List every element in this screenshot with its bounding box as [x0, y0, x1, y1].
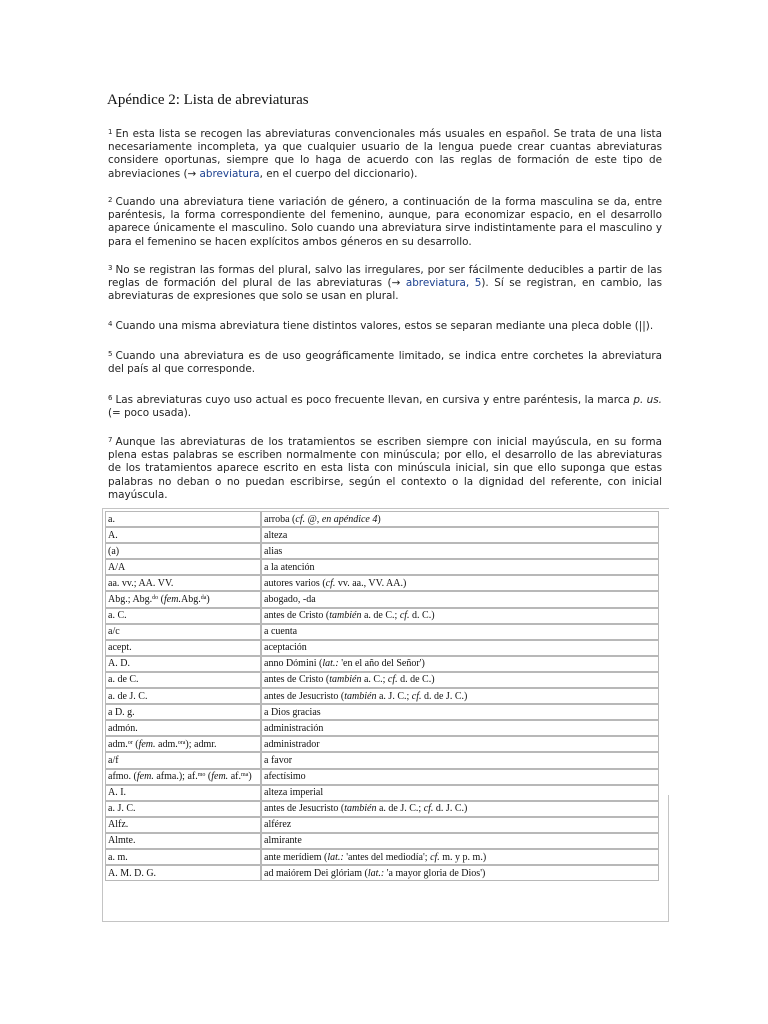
note-6 — [108, 394, 662, 420]
note-5 — [108, 350, 662, 376]
meaning-cell — [261, 865, 659, 881]
meaning-cell — [261, 575, 659, 591]
abbr-text: ( — [158, 594, 165, 606]
abbr-text: ) — [206, 594, 210, 606]
abbr-text: adm. — [155, 738, 178, 750]
meaning-text: a. de C.; — [361, 610, 400, 622]
meaning-cell — [261, 801, 659, 817]
meaning-text: cf. — [295, 513, 306, 525]
note-text: No se registran las formas del plural, salvo las irregulares, por ser fácilmente deducibles a partir de las reglas de formación del plural de las abreviaturas (→ — [108, 264, 662, 290]
abbreviation-cell — [105, 817, 261, 833]
abbr-text: A. D. — [108, 658, 130, 670]
meaning-text: cf. — [423, 803, 434, 815]
note-number: 4 — [108, 320, 113, 328]
abbreviation-cell — [105, 672, 261, 688]
abbr-text: adm. — [108, 738, 128, 750]
table-row — [105, 801, 659, 817]
table-row — [105, 720, 659, 736]
meaning-text: cf. — [387, 674, 398, 686]
abbr-text: fem. — [136, 771, 154, 783]
meaning-text: a favor — [264, 754, 293, 766]
meaning-cell — [261, 559, 659, 575]
meaning-cell — [261, 688, 659, 704]
meaning-text: 'en el año del Señor') — [338, 658, 425, 670]
abbreviation-cell — [105, 849, 261, 865]
note-text: En esta lista se recogen las abreviaturas convencionales más usuales en español. Se trata de una lista necesariamente incompleta, ya que cualquier usuario de la lengua puede crear cuantas abreviaturas considere oportunas, siempre que lo haga de acuerdo con las reglas de formación de este tipo de abreviaciones (→ — [108, 128, 662, 180]
meaning-text: aceptación — [264, 642, 307, 654]
table-row — [105, 736, 659, 752]
abbr-text: Almte. — [108, 835, 136, 847]
meaning-cell — [261, 769, 659, 785]
abbreviation-cell — [105, 865, 261, 881]
abbr-text: a. de C. — [108, 674, 139, 686]
abbreviation-cell — [105, 624, 261, 640]
meaning-cell — [261, 543, 659, 559]
note-1 — [108, 128, 662, 181]
abbreviation-cell — [105, 511, 261, 527]
abbreviation-cell — [105, 769, 261, 785]
note-3 — [108, 264, 662, 304]
meaning-text: 'antes del mediodía'; — [343, 851, 431, 863]
abbr-text: da — [200, 595, 207, 602]
meaning-text: m. y p. m.) — [439, 851, 487, 863]
meaning-text: 'a mayor gloria de Dios') — [384, 867, 486, 879]
meaning-cell — [261, 672, 659, 688]
meaning-cell — [261, 591, 659, 607]
meaning-text: administración — [264, 722, 324, 734]
abbr-text: a. — [108, 513, 115, 525]
table-row — [105, 640, 659, 656]
note-number: 1 — [108, 128, 113, 136]
abbreviation-cell — [105, 704, 261, 720]
table-row — [105, 624, 659, 640]
meaning-text: también — [329, 610, 362, 622]
table-row — [105, 511, 659, 527]
meaning-cell — [261, 720, 659, 736]
abbr-text: A/A — [108, 561, 126, 573]
note-text: Las abreviaturas cuyo uso actual es poco frecuente llevan, en cursiva y entre paréntesis, la marca — [115, 394, 634, 406]
note-text-after: ). Sí se registran, en cambio, las abreviaturas de expresiones que solo se usan en plural. — [108, 277, 662, 303]
abbr-text: a/c — [108, 626, 120, 638]
abbreviation-cell — [105, 575, 261, 591]
meaning-cell — [261, 849, 659, 865]
meaning-cell — [261, 833, 659, 849]
meaning-text: anno Dómini ( — [264, 658, 323, 670]
meaning-text: antes de Jesucristo ( — [264, 690, 345, 702]
meaning-text: lat.: — [327, 851, 344, 863]
note-number: 2 — [108, 196, 113, 204]
abbreviation-cell — [105, 720, 261, 736]
abbr-text: fem. — [164, 594, 181, 606]
abbr-text: fem. — [138, 738, 156, 750]
meaning-text: cf. — [325, 577, 336, 589]
meaning-text: alférez — [264, 819, 292, 831]
table-row — [105, 785, 659, 801]
meaning-text: ) — [377, 513, 381, 525]
abbr-text: Abg.; Abg. — [108, 594, 153, 606]
abbr-text: a. J. C. — [108, 803, 136, 815]
meaning-text: también — [344, 803, 377, 815]
note-text: Cuando una abreviatura es de uso geográficamente limitado, se indica entre corchetes la abreviatura del país al que corresponde. — [108, 350, 662, 376]
meaning-cell — [261, 640, 659, 656]
meaning-cell — [261, 511, 659, 527]
meaning-text: ante merídiem ( — [264, 851, 328, 863]
abreviatura-link[interactable]: abreviatura — [199, 167, 260, 180]
meaning-text: vv. aa., VV. AA.) — [335, 577, 407, 589]
abbreviation-cell — [105, 527, 261, 543]
abbreviation-cell — [105, 640, 261, 656]
meaning-cell — [261, 736, 659, 752]
abbr-text: ( — [205, 771, 212, 783]
abbr-text: afmo. ( — [108, 771, 137, 783]
meaning-text: abogado, -da — [264, 594, 316, 606]
abbr-text: fem. — [211, 771, 229, 783]
meaning-cell — [261, 752, 659, 768]
abbreviation-cell — [105, 608, 261, 624]
note-4 — [108, 320, 662, 333]
meaning-text: arroba ( — [264, 513, 296, 525]
meaning-cell — [261, 527, 659, 543]
meaning-text: en apéndice 4 — [321, 513, 378, 525]
note-italic: p. us. — [633, 394, 662, 406]
abbreviation-cell — [105, 591, 261, 607]
abreviatura-5-link[interactable]: abreviatura, 5 — [405, 277, 482, 290]
abbr-text: a D. g. — [108, 706, 135, 718]
meaning-text: también — [329, 674, 362, 686]
abbreviations-table — [105, 511, 659, 881]
table-row — [105, 656, 659, 672]
abbreviations-table-body — [105, 511, 659, 881]
table-row — [105, 752, 659, 768]
abbr-text: Alfz. — [108, 819, 129, 831]
abbr-text: ora — [177, 739, 186, 746]
note-number: 6 — [108, 394, 113, 402]
meaning-text: autores varios ( — [264, 577, 326, 589]
meaning-cell — [261, 785, 659, 801]
table-row — [105, 688, 659, 704]
meaning-text: cf. — [430, 851, 440, 863]
abbr-text: admón. — [108, 722, 138, 734]
abbreviation-cell — [105, 656, 261, 672]
note-number: 7 — [108, 436, 113, 444]
note-7 — [108, 436, 662, 502]
meaning-text: alteza imperial — [264, 787, 324, 799]
meaning-text: a. J. C.; — [376, 690, 412, 702]
meaning-text: almirante — [264, 835, 302, 847]
abbr-text: aa. vv.; AA. VV. — [108, 577, 174, 589]
abbreviation-cell — [105, 736, 261, 752]
meaning-text: afectísimo — [264, 771, 306, 783]
meaning-cell — [261, 608, 659, 624]
abbreviation-cell — [105, 752, 261, 768]
table-row — [105, 865, 659, 881]
meaning-text: cf. — [411, 690, 422, 702]
note-text-after: (= poco usada). — [108, 407, 192, 420]
abbr-text: af. — [228, 771, 241, 783]
meaning-text: a Dios gracias — [264, 706, 321, 718]
note-text: Cuando una abreviatura tiene variación de género, a continuación de la forma masculina se da, entre paréntesis, la forma correspondiente del femenino, aunque, para economizar espacio, en el desarrollo aparece únicamente el masculino. Solo cuando una abreviatura sirve indistintamente para el masculino y para el femenino se hacen explícitos ambos géneros en su desarrollo. — [108, 196, 662, 248]
note-text: Cuando una misma abreviatura tiene distintos valores, estos se separan mediante una pleca doble (||). — [115, 320, 654, 332]
meaning-text: antes de Cristo ( — [264, 674, 330, 686]
meaning-text: d. J. C.) — [433, 803, 468, 815]
abbr-text: mo — [197, 772, 206, 779]
table-row — [105, 833, 659, 849]
table-row — [105, 849, 659, 865]
abbr-text: a. de J. C. — [108, 690, 148, 702]
table-row — [105, 817, 659, 833]
meaning-cell — [261, 704, 659, 720]
meaning-text: a cuenta — [264, 626, 298, 638]
meaning-text: a. de J. C.; — [376, 803, 424, 815]
abbr-text: do — [152, 595, 159, 602]
table-row — [105, 769, 659, 785]
abbr-text: A. — [108, 529, 118, 541]
abbr-text: ( — [132, 738, 139, 750]
meaning-text: @, — [305, 513, 322, 525]
abbr-text: ); admr. — [185, 738, 217, 750]
meaning-text: alias — [264, 545, 283, 557]
meaning-cell — [261, 817, 659, 833]
abbr-text: acept. — [108, 642, 132, 654]
meaning-text: lat.: — [367, 867, 385, 879]
table-row — [105, 575, 659, 591]
table-row — [105, 543, 659, 559]
abbr-text: A. M. D. G. — [108, 867, 157, 879]
abbr-text: ma — [240, 772, 249, 779]
table-row — [105, 527, 659, 543]
abbr-text: ) — [248, 771, 252, 783]
meaning-text: cf. — [399, 610, 410, 622]
abbreviation-cell — [105, 785, 261, 801]
meaning-text: antes de Jesucristo ( — [264, 803, 345, 815]
abbreviation-cell — [105, 543, 261, 559]
meaning-text: d. C.) — [409, 610, 435, 622]
note-text: Aunque las abreviaturas de los tratamientos se escriben siempre con inicial mayúscula, en su forma plena estas palabras se escriben normalmente con minúscula; por ello, el desarrollo de las abreviaturas de los tratamientos aparece escrito en esta lista con minúscula inicial, sin que ello suponga que estas palabras no deban o no puedan escribirse, según el contexto o la dignidad del referente, con inicial mayúscula. — [108, 436, 662, 501]
meaning-text: d. de C.) — [397, 674, 435, 686]
abbreviation-cell — [105, 559, 261, 575]
note-text-after: , en el cuerpo del diccionario). — [259, 167, 418, 180]
meaning-text: a. C.; — [361, 674, 388, 686]
meaning-text: alteza — [264, 529, 288, 541]
abbr-text: afma.); af. — [153, 771, 198, 783]
meaning-cell — [261, 656, 659, 672]
meaning-text: administrador — [264, 738, 320, 750]
abbr-text: a. m. — [108, 851, 128, 863]
table-row — [105, 559, 659, 575]
abbr-text: a. C. — [108, 610, 127, 622]
meaning-cell — [261, 624, 659, 640]
table-row — [105, 672, 659, 688]
table-row — [105, 608, 659, 624]
note-number: 3 — [108, 264, 113, 272]
abbreviation-cell — [105, 801, 261, 817]
abbr-text: (a) — [108, 545, 120, 557]
page-title: Apéndice 2: Lista de abreviaturas — [107, 92, 309, 108]
meaning-text: a la atención — [264, 561, 315, 573]
abbreviations-table-frame — [102, 508, 669, 922]
table-row — [105, 591, 659, 607]
abbreviation-cell — [105, 833, 261, 849]
meaning-text: también — [344, 690, 377, 702]
abbr-text: or — [127, 739, 133, 746]
abbr-text: a/f — [108, 754, 119, 766]
meaning-text: lat.: — [322, 658, 339, 670]
table-row — [105, 704, 659, 720]
abbr-text: Abg. — [180, 594, 201, 606]
meaning-text: antes de Cristo ( — [264, 610, 330, 622]
note-number: 5 — [108, 350, 113, 358]
meaning-text: ad maiórem Dei glóriam ( — [264, 867, 368, 879]
meaning-text: d. de J. C.) — [421, 690, 468, 702]
note-2 — [108, 196, 662, 249]
abbreviation-cell — [105, 688, 261, 704]
abbr-text: A. I. — [108, 787, 127, 799]
